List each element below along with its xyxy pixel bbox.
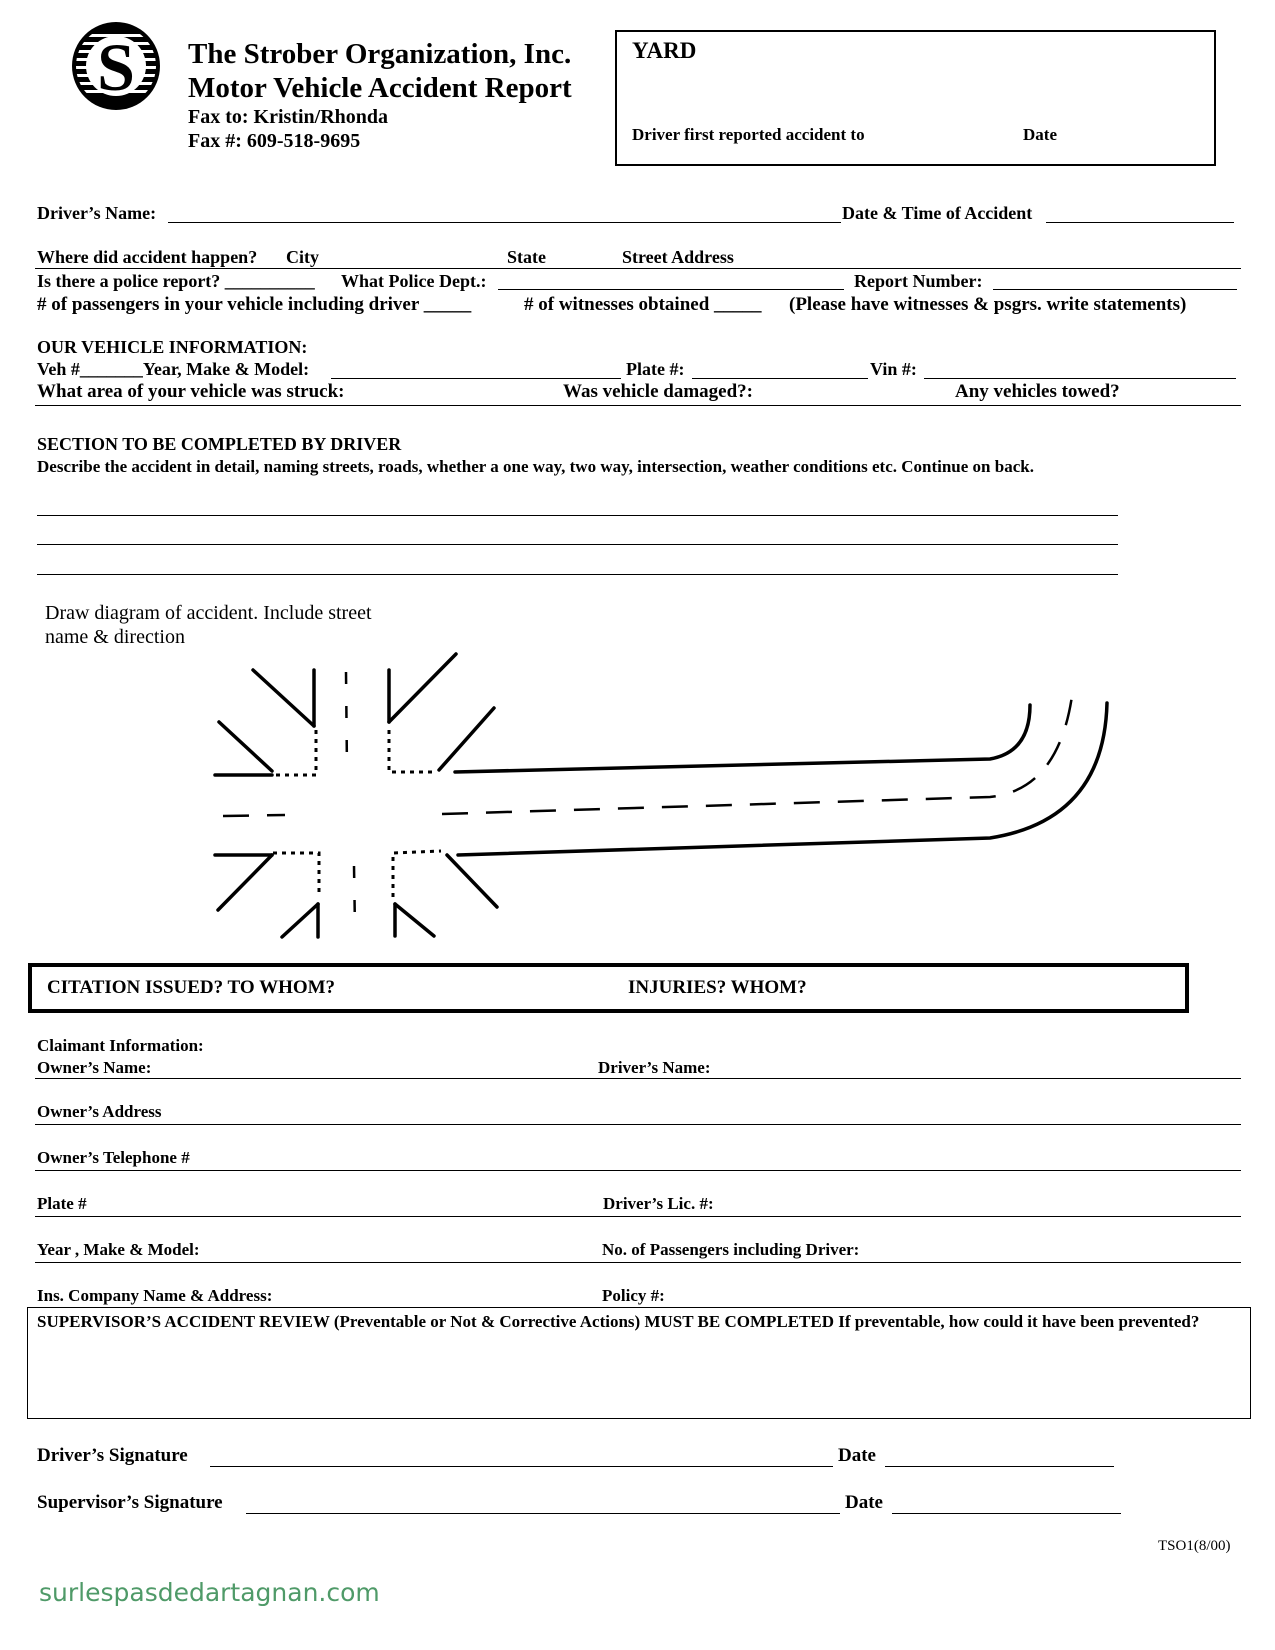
towed-label: Any vehicles towed?	[955, 381, 1120, 402]
company-name: The Strober Organization, Inc.	[188, 38, 572, 70]
claimant-passengers-label: No. of Passengers including Driver:	[602, 1240, 860, 1259]
driver-signature-field[interactable]	[210, 1466, 833, 1467]
diagram-road-edge	[219, 722, 272, 771]
logo-letter: S	[97, 29, 135, 105]
report-number-field[interactable]	[993, 289, 1237, 290]
plate-lic-field[interactable]	[35, 1216, 1241, 1217]
diagram-road-edge	[282, 904, 318, 937]
diagram-center-line	[223, 815, 285, 816]
plate-label: Plate #:	[626, 359, 685, 379]
state-label: State	[507, 247, 546, 267]
diagram-road-edge	[253, 670, 314, 726]
diagram-curb	[276, 730, 316, 775]
driver-section-heading: SECTION TO BE COMPLETED BY DRIVER	[37, 434, 402, 454]
vehicle-info-rule	[35, 405, 1241, 406]
year-make-model-field[interactable]	[331, 378, 621, 379]
diagram-road-edge	[439, 708, 494, 770]
claimant-heading: Claimant Information:	[37, 1036, 204, 1055]
year-make-field[interactable]	[35, 1262, 1241, 1263]
city-label: City	[286, 247, 319, 267]
injuries-label: INJURIES? WHOM?	[628, 977, 807, 998]
owner-name-label: Owner’s Name:	[37, 1058, 152, 1077]
diagram-curb	[273, 853, 319, 897]
driver-signature-date-field[interactable]	[885, 1466, 1114, 1467]
claimant-driver-name-label: Driver’s Name:	[598, 1058, 711, 1077]
description-line-1[interactable]	[37, 515, 1118, 516]
diagram-road-edge	[455, 705, 1030, 772]
street-label: Street Address	[622, 247, 734, 267]
driver-first-reported-label: Driver first reported accident to	[632, 125, 865, 144]
area-struck-label: What area of your vehicle was struck:	[37, 381, 345, 402]
drivers-name-label: Driver’s Name:	[37, 203, 157, 223]
report-number-label: Report Number:	[854, 271, 983, 291]
passengers-label: # of passengers in your vehicle including driver _____	[37, 294, 472, 315]
police-report-label: Is there a police report? __________	[37, 271, 315, 291]
police-dept-label: What Police Dept.:	[341, 271, 487, 291]
supervisor-signature-label: Supervisor’s Signature	[37, 1492, 223, 1513]
company-logo	[70, 20, 162, 112]
supervisor-review-label: SUPERVISOR’S ACCIDENT REVIEW (Preventable or Not & Corrective Actions) MUST BE COMPLETED If preventable, how could it have been prevented?	[37, 1312, 1200, 1331]
drivers-name-field[interactable]	[168, 222, 841, 223]
damaged-label: Was vehicle damaged?:	[563, 381, 753, 402]
diagram-center-line	[442, 696, 1072, 814]
diagram-curb	[389, 730, 436, 772]
where-label: Where did accident happen?	[37, 247, 258, 267]
owner-address-field[interactable]	[35, 1124, 1241, 1125]
diagram-road-edge	[218, 855, 272, 910]
form-code: TSO1(8/00)	[1158, 1538, 1231, 1554]
vin-label: Vin #:	[870, 359, 917, 379]
vin-field[interactable]	[924, 378, 1236, 379]
driver-signature-date-label: Date	[838, 1445, 876, 1466]
owner-name-field[interactable]	[35, 1078, 1241, 1079]
supervisor-signature-field[interactable]	[246, 1513, 840, 1514]
description-line-3[interactable]	[37, 574, 1118, 575]
supervisor-signature-date-label: Date	[845, 1492, 883, 1513]
diagram-road-edge	[395, 904, 434, 936]
report-title: Motor Vehicle Accident Report	[188, 72, 572, 104]
yard-date-label: Date	[1023, 125, 1057, 144]
diagram-center-line	[354, 866, 355, 930]
accident-diagram[interactable]	[0, 640, 1275, 950]
describe-instructions: Describe the accident in detail, naming streets, roads, whether a one way, two way, intersection, weather conditions etc. Continue on back.	[37, 457, 1034, 476]
date-time-label: Date & Time of Accident	[842, 203, 1033, 223]
witnesses-label: # of witnesses obtained _____	[524, 294, 762, 315]
diagram-instruction-1: Draw diagram of accident. Include street	[45, 602, 372, 624]
diagram-center-line	[346, 672, 347, 770]
date-time-field[interactable]	[1046, 222, 1234, 223]
supervisor-signature-date-field[interactable]	[892, 1513, 1121, 1514]
fax-to: Fax to: Kristin/Rhonda	[188, 106, 389, 128]
vehicle-info-heading: OUR VEHICLE INFORMATION:	[37, 337, 308, 357]
veh-label: Veh #_______Year, Make & Model:	[37, 359, 310, 379]
watermark: surlespasdedartagnan.com	[39, 1578, 380, 1607]
citation-label: CITATION ISSUED? TO WHOM?	[47, 977, 336, 998]
description-line-2[interactable]	[37, 544, 1118, 545]
diagram-curb	[393, 851, 441, 897]
police-dept-field[interactable]	[498, 289, 844, 290]
owner-phone-label: Owner’s Telephone #	[37, 1148, 190, 1167]
yard-title: YARD	[632, 38, 697, 63]
witness-note: (Please have witnesses & psgrs. write statements)	[789, 294, 1187, 315]
diagram-road-edge	[447, 855, 497, 907]
plate-field[interactable]	[692, 378, 868, 379]
where-field[interactable]	[35, 268, 1241, 269]
owner-phone-field[interactable]	[35, 1170, 1241, 1171]
yard-box	[615, 30, 1216, 166]
driver-signature-label: Driver’s Signature	[37, 1445, 188, 1466]
policy-label: Policy #:	[602, 1286, 665, 1305]
year-make-label: Year , Make & Model:	[37, 1240, 200, 1259]
owner-address-label: Owner’s Address	[37, 1102, 162, 1121]
diagram-instruction-2: name & direction	[45, 626, 185, 648]
diagram-road-edge	[458, 703, 1107, 855]
ins-company-label: Ins. Company Name & Address:	[37, 1286, 273, 1305]
fax-number: Fax #: 609-518-9695	[188, 130, 361, 152]
claimant-plate-label: Plate #	[37, 1194, 87, 1213]
diagram-road-edge	[389, 654, 456, 722]
drivers-lic-label: Driver’s Lic. #:	[603, 1194, 714, 1213]
